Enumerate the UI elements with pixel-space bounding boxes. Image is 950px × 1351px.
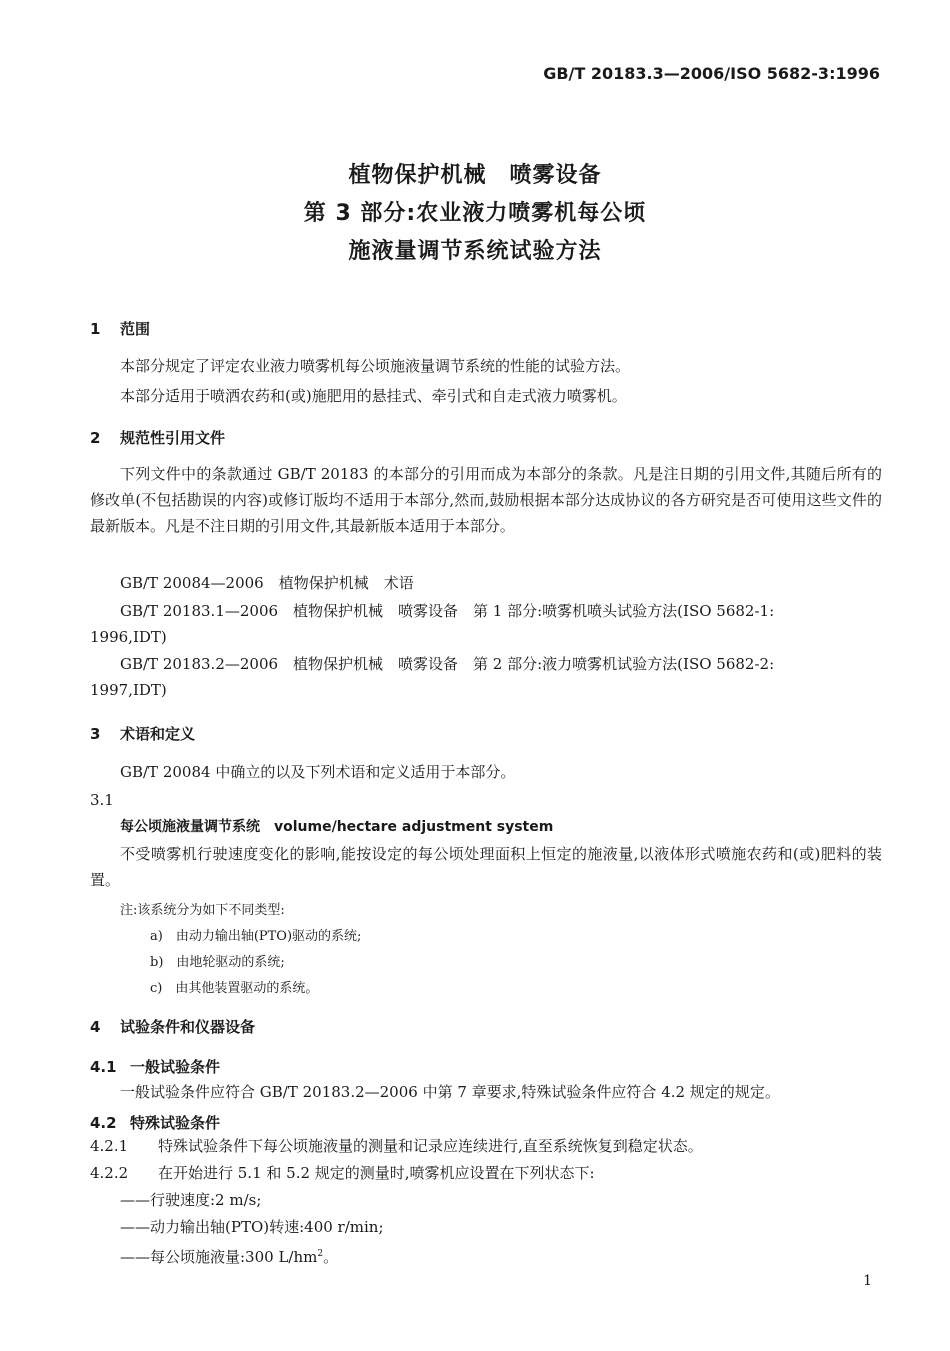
title-line-3: 施液量调节系统试验方法 [348, 239, 602, 264]
section-number: 2 [90, 429, 101, 447]
reference-3-line-1: GB/T 20183.2—2006 植物保护机械 喷雾设备 第 2 部分:液力喷雾机试验方法(ISO 5682-2: [120, 655, 775, 673]
clause-text: 特殊试验条件下每公顷施液量的测量和记录应连续进行,直至系统恢复到稳定状态。 [158, 1137, 703, 1155]
reference-2-line-1: GB/T 20183.1—2006 植物保护机械 喷雾设备 第 1 部分:喷雾机喷头试验方法(ISO 5682-1: [120, 602, 775, 620]
page-number: 1 [863, 1273, 872, 1289]
subsection-3-1-number: 3.1 [90, 791, 114, 809]
section-4-heading [90, 1016, 255, 1037]
standard-number: GB/T 20183.3—2006/ISO 5682-3:1996 [543, 64, 880, 83]
clause-4-2-1 [90, 1133, 703, 1159]
title-line-1: 植物保护机械 喷雾设备 [348, 163, 602, 188]
clause-4-2-2 [90, 1160, 595, 1186]
section-number: 4.2 [90, 1114, 117, 1132]
section-title: 试验条件和仪器设备 [120, 1018, 256, 1036]
clause-text: 在开始进行 5.1 和 5.2 规定的测量时,喷雾机应设置在下列状态下: [158, 1164, 595, 1182]
list-item-speed: ——行驶速度:2 m/s; [120, 1191, 262, 1209]
superscript: 2 [317, 1249, 324, 1259]
section-title: 一般试验条件 [130, 1058, 221, 1076]
term-heading: 每公顷施液量调节系统 volume/hectare adjustment system [120, 819, 554, 835]
section-4-1-para: 一般试验条件应符合 GB/T 20183.2—2006 中第 7 章要求,特殊试验条件应符合 4.2 规定的规定。 [120, 1083, 780, 1101]
section-number: 3 [90, 725, 101, 743]
note-item-b: b) 由地轮驱动的系统; [150, 955, 285, 970]
note-item-a: a) 由动力输出轴(PTO)驱动的系统; [150, 929, 362, 944]
section-title: 术语和定义 [120, 725, 196, 743]
section-2-heading [90, 427, 225, 448]
section-3-para-1: GB/T 20084 中确立的以及下列术语和定义适用于本部分。 [120, 763, 516, 781]
section-number: 1 [90, 320, 101, 338]
note-intro: 注:该系统分为如下不同类型: [120, 903, 285, 918]
list-item-volume-end: 。 [323, 1248, 339, 1266]
section-2-para-1: 下列文件中的条款通过 GB/T 20183 的本部分的引用而成为本部分的条款。凡是注日期的引用文件,其随后所有的修改单(不包括勘误的内容)或修订版均不适用于本部分,然而,鼓励根据本部分达成协议的各方研究是否可使用这些文件的最新版本。凡是不注日期的引用文件,其最新版本适用于本部分。 [90, 465, 882, 535]
clause-number: 4.2.2 [90, 1164, 129, 1182]
section-4-2-heading [90, 1112, 220, 1133]
section-title: 规范性引用文件 [120, 429, 226, 447]
section-number: 4 [90, 1018, 101, 1036]
title-line-2: 第 3 部分:农业液力喷雾机每公顷 [303, 201, 647, 226]
section-number: 4.1 [90, 1058, 117, 1076]
list-item-pto-speed: ——动力输出轴(PTO)转速:400 r/min; [120, 1218, 384, 1236]
section-title: 范围 [120, 320, 151, 338]
reference-2-line-2: 1996,IDT) [90, 628, 167, 646]
reference-1: GB/T 20084—2006 植物保护机械 术语 [120, 574, 414, 592]
clause-number: 4.2.1 [90, 1137, 129, 1155]
term-definition: 不受喷雾机行驶速度变化的影响,能按设定的每公顷处理面积上恒定的施液量,以液体形式喷施农药和(或)肥料的装置。 [90, 845, 882, 889]
reference-3-line-2: 1997,IDT) [90, 681, 167, 699]
note-item-c: c) 由其他装置驱动的系统。 [150, 981, 319, 996]
section-title: 特殊试验条件 [130, 1114, 221, 1132]
list-item-volume-text: ——每公顷施液量:300 L/hm [120, 1248, 318, 1266]
section-1-heading [90, 318, 150, 339]
section-1-para-1: 本部分规定了评定农业液力喷雾机每公顷施液量调节系统的性能的试验方法。 [120, 357, 631, 375]
section-3-heading [90, 723, 195, 744]
section-4-1-heading [90, 1056, 220, 1077]
section-1-para-2: 本部分适用于喷洒农药和(或)施肥用的悬挂式、牵引式和自走式液力喷雾机。 [120, 387, 627, 405]
list-item-volume [120, 1241, 338, 1270]
